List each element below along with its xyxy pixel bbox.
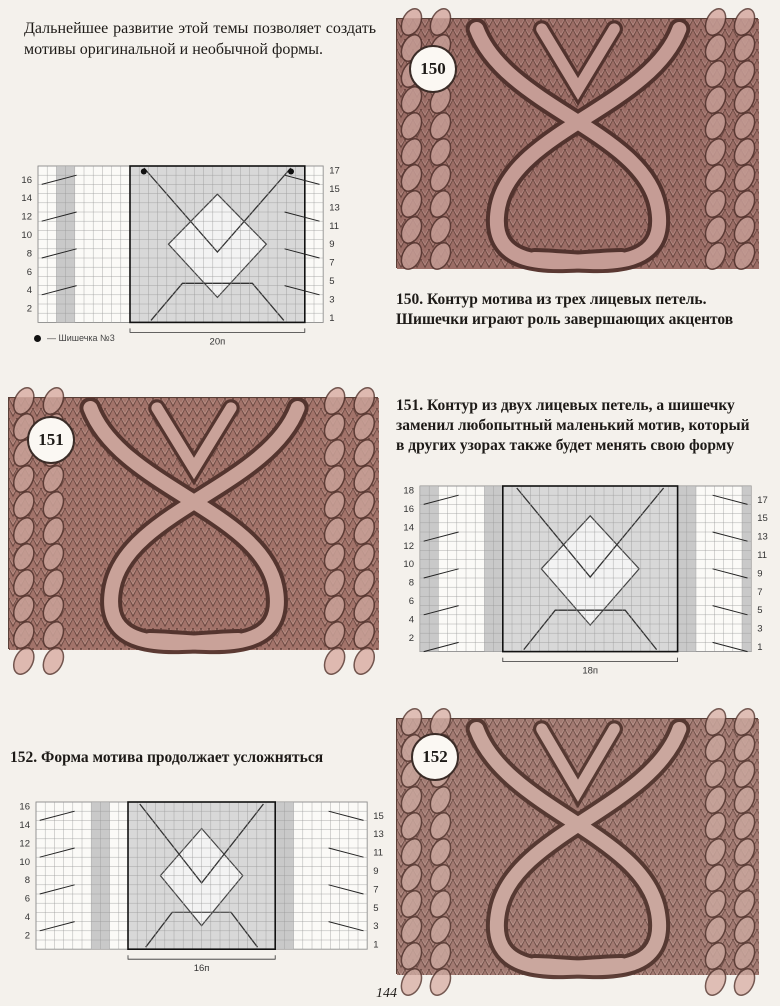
row-label-right: 11 [329,220,340,232]
row-label-right: 15 [373,810,384,822]
row-label-right: 7 [373,884,379,896]
row-label-left: 6 [24,893,30,905]
photo-151 [8,397,378,649]
stitch-count-label: 20п [209,336,226,348]
stitch-count-label: 18п [582,665,599,677]
row-label-left: 2 [26,303,32,315]
chart-151 [396,480,776,680]
legend-bobble [34,333,115,343]
chart-grid [420,486,751,652]
row-label-left: 6 [26,266,32,278]
row-label-right: 1 [373,939,379,951]
row-label-left: 10 [21,230,32,241]
row-label-right: 13 [757,531,768,543]
row-label-left: 16 [19,801,30,813]
row-label-left: 12 [21,211,32,223]
row-label-right: 1 [757,642,763,653]
intro-paragraph: Дальнейшее развитие этой темы позволяет создать мотивы оригинальной и необычной формы. [24,20,376,58]
width-bracket [503,658,678,662]
row-label-right: 7 [757,586,763,598]
row-label-right: 13 [329,202,340,214]
row-label-right: 5 [757,605,763,617]
width-bracket [130,328,305,332]
chart-152 [8,796,388,982]
caption-150: 150. Контур мотива из трех лицевых петель. Шишечки играют роль завершающих акцентов [396,291,734,328]
chart-grid [38,166,323,322]
row-label-left: 16 [403,504,414,515]
chart-150 [8,160,380,348]
row-label-right: 1 [329,312,335,324]
row-label-right: 7 [329,257,335,269]
photo-150 [396,18,758,268]
row-label-left: 2 [408,632,414,644]
row-label-right: 5 [373,902,379,914]
row-label-right: 15 [329,184,340,195]
row-label-left: 14 [403,522,414,534]
pattern-number-badge-152: 152 [411,733,459,781]
caption-152: 152. Форма мотива продолжает усложняться [10,749,324,766]
row-label-right: 17 [329,165,340,177]
row-label-right: 11 [373,847,384,859]
row-label-left: 18 [403,485,414,497]
row-label-right: 9 [373,866,379,877]
row-label-left: 8 [26,248,32,260]
row-label-left: 12 [19,838,30,850]
row-label-left: 4 [26,285,32,297]
legend-label: — Шишечка №3 [47,333,115,343]
row-label-right: 11 [757,550,768,561]
row-label-left: 10 [403,559,414,571]
row-label-right: 13 [373,829,384,841]
row-label-right: 17 [757,494,768,506]
bobble-symbol [34,335,41,342]
photo-152 [396,718,758,974]
row-label-left: 12 [403,540,414,552]
row-label-left: 2 [24,930,30,942]
row-label-left: 16 [21,174,32,186]
pattern-number-badge-150: 150 [409,45,457,93]
row-label-left: 14 [19,820,30,831]
row-label-left: 10 [19,856,30,868]
row-label-right: 9 [329,239,335,251]
stitch-count-label: 16п [193,963,210,975]
row-label-right: 15 [757,513,768,525]
row-label-right: 3 [373,921,379,933]
row-label-left: 4 [408,614,414,626]
row-label-right: 3 [757,623,763,635]
page-number: 144 [376,986,397,1001]
row-label-left: 8 [408,577,414,589]
row-label-left: 4 [24,912,30,923]
pattern-number-badge-151: 151 [27,416,75,464]
row-label-left: 14 [21,193,32,205]
row-label-right: 9 [757,568,763,580]
row-label-right: 5 [329,276,335,287]
row-label-right: 3 [329,294,335,306]
width-bracket [128,955,275,959]
caption-151: 151. Контур из двух лицевых петель, а шишечку заменил любопытный маленький мотив, который в других узорах также будет менять свою форму [396,397,750,454]
row-label-left: 6 [408,596,414,607]
row-label-left: 8 [24,875,30,887]
chart-grid [36,802,367,949]
